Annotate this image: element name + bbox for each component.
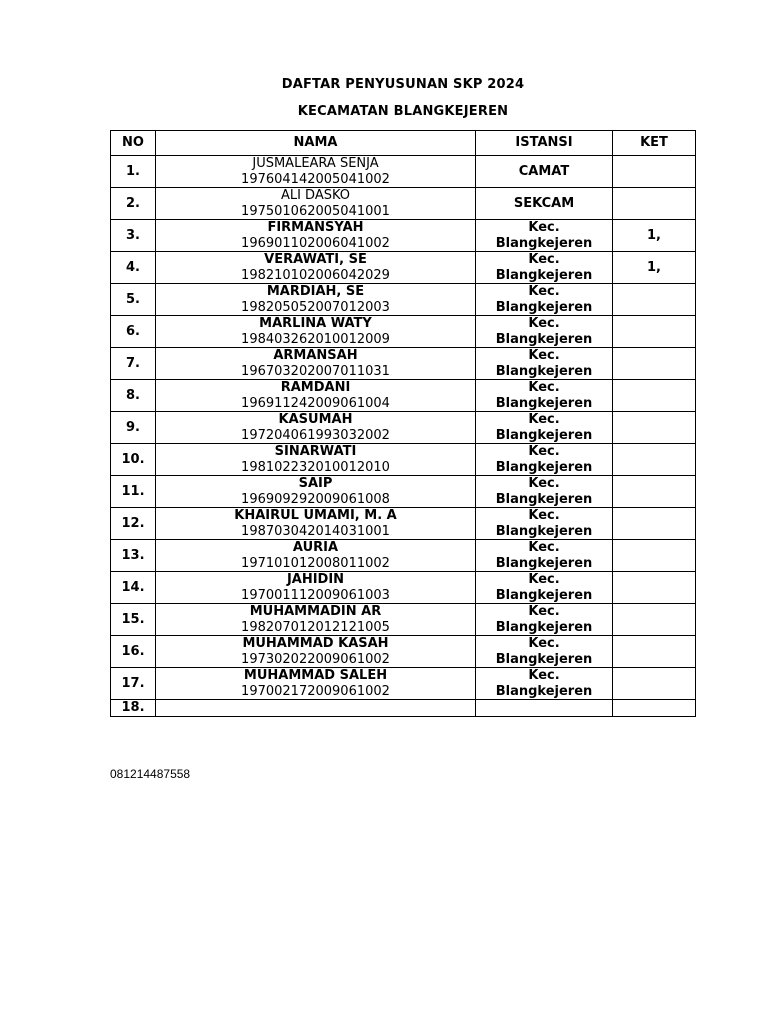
row-number: 14. xyxy=(111,572,156,604)
skp-table xyxy=(110,130,696,717)
istansi-cell xyxy=(476,348,613,380)
column-header-nama: NAMA xyxy=(156,131,476,156)
employee-cell xyxy=(156,188,476,220)
employee-cell xyxy=(156,572,476,604)
istansi-line: Kec. xyxy=(528,444,560,459)
istansi-line: Kec. xyxy=(528,252,560,267)
ket-cell: 1, xyxy=(613,252,696,284)
ket-cell xyxy=(613,380,696,412)
ket-cell xyxy=(613,188,696,220)
istansi-line: Blangkejeren xyxy=(495,459,593,475)
employee-cell xyxy=(156,636,476,668)
row-number: 6. xyxy=(111,316,156,348)
employee-nip: 196901102006041002 xyxy=(241,235,390,251)
row-number: 8. xyxy=(111,380,156,412)
istansi-line: SEKCAM xyxy=(513,195,575,211)
employee-name: KASUMAH xyxy=(278,412,353,427)
employee-cell xyxy=(156,700,476,717)
table-header-row xyxy=(111,131,696,156)
table-row xyxy=(111,188,696,220)
employee-nip: 196911242009061004 xyxy=(241,395,390,411)
istansi-line: Kec. xyxy=(528,476,560,491)
ket-cell xyxy=(613,700,696,717)
row-number: 18. xyxy=(111,700,156,717)
employee-cell xyxy=(156,284,476,316)
istansi-line: Kec. xyxy=(528,540,560,555)
row-number: 11. xyxy=(111,476,156,508)
istansi-cell xyxy=(476,156,613,188)
employee-nip: 198210102006042029 xyxy=(241,267,390,283)
employee-name: ALI DASKO xyxy=(280,188,351,203)
table-row xyxy=(111,540,696,572)
row-number: 7. xyxy=(111,348,156,380)
employee-name: RAMDANI xyxy=(280,380,351,395)
istansi-line: Kec. xyxy=(528,572,560,587)
employee-name: KHAIRUL UMAMI, M. A xyxy=(234,508,397,523)
row-number: 3. xyxy=(111,220,156,252)
istansi-cell xyxy=(476,316,613,348)
istansi-line: Kec. xyxy=(528,668,560,683)
ket-cell xyxy=(613,540,696,572)
employee-nip: 197204061993032002 xyxy=(241,427,390,443)
istansi-cell xyxy=(476,572,613,604)
employee-name: MUHAMMAD SALEH xyxy=(243,668,388,683)
table-row xyxy=(111,252,696,284)
document-subtitle: KECAMATAN BLANGKEJEREN xyxy=(297,104,509,119)
employee-cell xyxy=(156,380,476,412)
ket-cell xyxy=(613,444,696,476)
table-row xyxy=(111,156,696,188)
ket-cell xyxy=(613,604,696,636)
istansi-line: Blangkejeren xyxy=(495,235,593,251)
row-number: 1. xyxy=(111,156,156,188)
istansi-cell xyxy=(476,188,613,220)
istansi-line: Kec. xyxy=(528,284,560,299)
table-row xyxy=(111,636,696,668)
employee-nip: 196703202007011031 xyxy=(241,363,390,379)
istansi-line: Kec. xyxy=(528,604,560,619)
ket-cell xyxy=(613,508,696,540)
table-row xyxy=(111,476,696,508)
table-row xyxy=(111,572,696,604)
employee-nip: 198703042014031001 xyxy=(241,523,390,539)
table-body xyxy=(111,156,696,717)
employee-name: SAIP xyxy=(298,476,333,491)
istansi-line: Kec. xyxy=(528,508,560,523)
employee-nip: 197002172009061002 xyxy=(241,683,390,699)
istansi-line: Blangkejeren xyxy=(495,523,593,539)
employee-nip: 197501062005041001 xyxy=(241,203,390,219)
table-row xyxy=(111,604,696,636)
istansi-cell xyxy=(476,508,613,540)
row-number: 4. xyxy=(111,252,156,284)
istansi-line: Blangkejeren xyxy=(495,331,593,347)
row-number: 10. xyxy=(111,444,156,476)
row-number: 15. xyxy=(111,604,156,636)
employee-cell xyxy=(156,476,476,508)
istansi-line: Blangkejeren xyxy=(495,363,593,379)
employee-nip: 197101012008011002 xyxy=(241,555,390,571)
istansi-line: Blangkejeren xyxy=(495,491,593,507)
table-row xyxy=(111,284,696,316)
employee-nip: 198403262010012009 xyxy=(241,331,390,347)
ket-cell: 1, xyxy=(613,220,696,252)
employee-cell xyxy=(156,252,476,284)
employee-name: ARMANSAH xyxy=(273,348,358,363)
employee-name: FIRMANSYAH xyxy=(267,220,364,235)
employee-name: MUHAMMAD KASAH xyxy=(242,636,389,651)
employee-cell xyxy=(156,412,476,444)
employee-name: JAHIDIN xyxy=(286,572,345,587)
istansi-cell xyxy=(476,604,613,636)
column-header-no: NO xyxy=(111,131,156,156)
istansi-line: Blangkejeren xyxy=(495,619,593,635)
employee-name: VERAWATI, SE xyxy=(264,252,367,267)
ket-cell xyxy=(613,412,696,444)
row-number: 5. xyxy=(111,284,156,316)
ket-cell xyxy=(613,348,696,380)
istansi-line: Blangkejeren xyxy=(495,555,593,571)
employee-name: SINARWATI xyxy=(274,444,357,459)
employee-cell xyxy=(156,156,476,188)
document-title: DAFTAR PENYUSUNAN SKP 2024 xyxy=(281,77,525,92)
table-row xyxy=(111,668,696,700)
table-row xyxy=(111,348,696,380)
employee-nip: 197302022009061002 xyxy=(241,651,390,667)
istansi-line: Blangkejeren xyxy=(495,299,593,315)
employee-cell xyxy=(156,220,476,252)
istansi-cell xyxy=(476,412,613,444)
istansi-cell xyxy=(476,668,613,700)
employee-cell xyxy=(156,508,476,540)
istansi-cell xyxy=(476,380,613,412)
istansi-cell xyxy=(476,444,613,476)
employee-name: MARDIAH, SE xyxy=(266,284,365,299)
istansi-line: Kec. xyxy=(528,316,560,331)
row-number: 17. xyxy=(111,668,156,700)
employee-nip: 198102232010012010 xyxy=(241,459,390,475)
istansi-line: Blangkejeren xyxy=(495,267,593,283)
istansi-cell xyxy=(476,700,613,717)
istansi-line: Blangkejeren xyxy=(495,587,593,603)
employee-name: AURIA xyxy=(292,540,339,555)
employee-name: JUSMALEARA SENJA xyxy=(252,156,379,171)
phone-number: 081214487558 xyxy=(110,767,191,781)
table-row xyxy=(111,380,696,412)
table-row xyxy=(111,412,696,444)
employee-cell xyxy=(156,540,476,572)
table-row xyxy=(111,700,696,717)
table-row xyxy=(111,508,696,540)
employee-cell xyxy=(156,444,476,476)
row-number: 12. xyxy=(111,508,156,540)
istansi-cell xyxy=(476,636,613,668)
table-row xyxy=(111,316,696,348)
employee-cell xyxy=(156,604,476,636)
employee-nip: 197604142005041002 xyxy=(241,171,390,187)
employee-nip: 196909292009061008 xyxy=(241,491,390,507)
column-header-ket: KET xyxy=(613,131,696,156)
employee-nip: 198205052007012003 xyxy=(241,299,390,315)
ket-cell xyxy=(613,156,696,188)
employee-name: MARLINA WATY xyxy=(259,316,372,331)
istansi-line: Kec. xyxy=(528,636,560,651)
istansi-line: CAMAT xyxy=(518,163,570,179)
istansi-cell xyxy=(476,284,613,316)
ket-cell xyxy=(613,572,696,604)
istansi-line: Kec. xyxy=(528,380,560,395)
row-number: 2. xyxy=(111,188,156,220)
employee-cell xyxy=(156,668,476,700)
row-number: 16. xyxy=(111,636,156,668)
istansi-line: Blangkejeren xyxy=(495,395,593,411)
istansi-cell xyxy=(476,252,613,284)
employee-cell xyxy=(156,316,476,348)
employee-cell xyxy=(156,348,476,380)
table-row xyxy=(111,444,696,476)
employee-name: MUHAMMADIN AR xyxy=(249,604,382,619)
istansi-line: Blangkejeren xyxy=(495,651,593,667)
istansi-cell xyxy=(476,540,613,572)
employee-nip: 197001112009061003 xyxy=(241,587,390,603)
row-number: 9. xyxy=(111,412,156,444)
istansi-cell xyxy=(476,220,613,252)
istansi-cell xyxy=(476,476,613,508)
ket-cell xyxy=(613,476,696,508)
istansi-line: Blangkejeren xyxy=(495,683,593,699)
istansi-line: Kec. xyxy=(528,220,560,235)
ket-cell xyxy=(613,316,696,348)
ket-cell xyxy=(613,636,696,668)
employee-nip: 198207012012121005 xyxy=(241,619,390,635)
istansi-line: Kec. xyxy=(528,348,560,363)
row-number: 13. xyxy=(111,540,156,572)
istansi-line: Blangkejeren xyxy=(495,427,593,443)
column-header-istansi: ISTANSI xyxy=(476,131,613,156)
table-row xyxy=(111,220,696,252)
ket-cell xyxy=(613,284,696,316)
ket-cell xyxy=(613,668,696,700)
istansi-line: Kec. xyxy=(528,412,560,427)
